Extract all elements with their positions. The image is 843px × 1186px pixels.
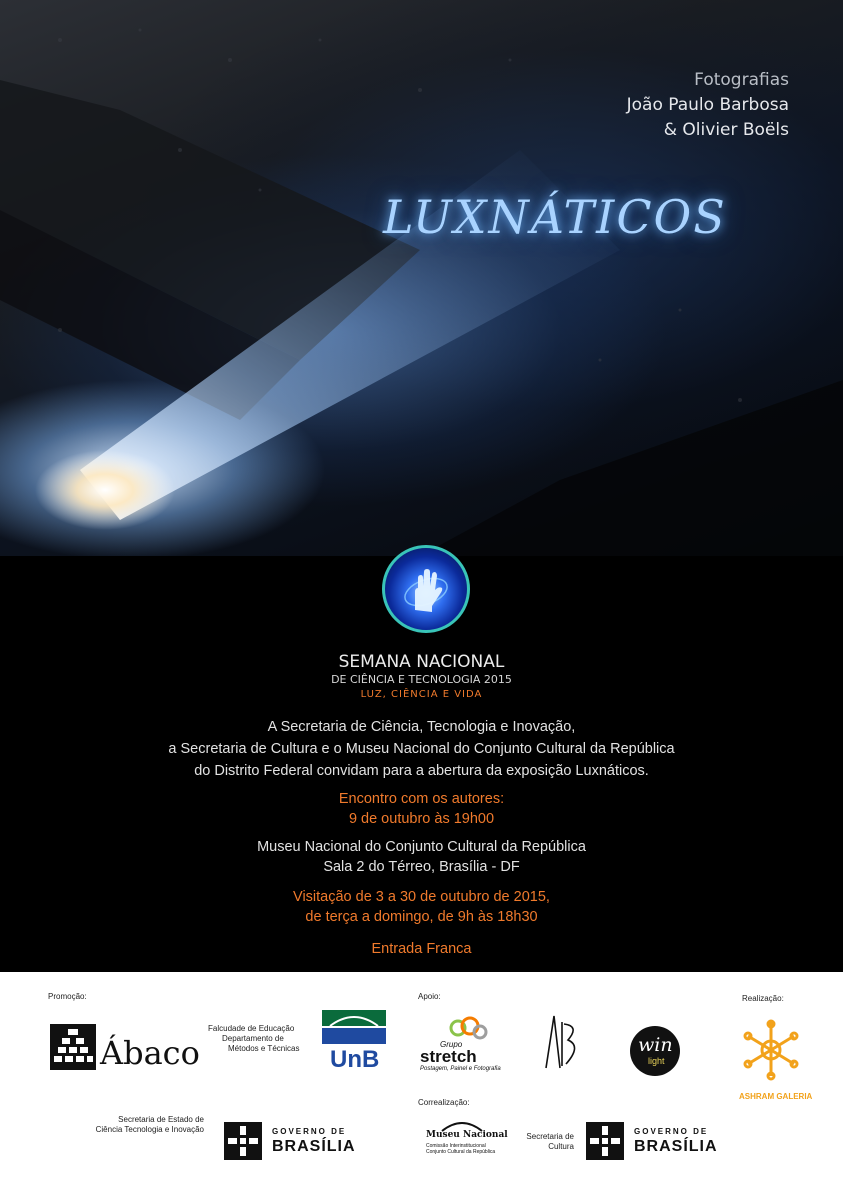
sec-cultura-line: Secretaria de [526,1132,574,1141]
win-light-text: light [648,1056,665,1066]
sponsor-strip [0,972,843,1186]
venue-line: Museu Nacional do Conjunto Cultural da República [257,839,586,855]
sec-ct-line: Ciência Tecnologia e Inovação [95,1125,204,1134]
invitation-line: do Distrito Federal convidam para a abertura da exposição Luxnáticos. [194,763,649,779]
meeting-title: Encontro com os autores: [338,791,505,807]
realizacao-label: Realização: [742,994,784,1003]
museu-sub-text: Conjunto Cultural da República [426,1149,496,1155]
hero-photo [0,0,843,556]
gdf-bottom-text: BRASÍLIA [272,1138,356,1155]
sec-ct-line: Secretaria de Estado de [118,1115,204,1124]
stretch-tagline: Postagem, Painel e Fotografia [420,1066,501,1072]
invitation-line: A Secretaria de Ciência, Tecnologia e Inovação, [267,719,576,735]
unb-dept-line: Falcudade de Educação [208,1024,295,1033]
artist-signature-logo-icon [540,1012,584,1072]
gdf-bottom-text: BRASÍLIA [634,1138,718,1155]
author-name: & Olivier Boëls [663,120,789,140]
event-subtitle: DE CIÊNCIA E TECNOLOGIA 2015 [331,673,512,686]
visiting-line: Visitação de 3 a 30 de outubro de 2015, [293,889,550,905]
win-text: win [638,1034,673,1056]
gdf-emblem-icon [586,1122,624,1160]
photo-credit [627,68,789,143]
venue-line: Sala 2 do Térreo, Brasília - DF [323,859,520,875]
event-badge-icon [382,545,470,633]
ashram-logo-text: ASHRAM GALERIA [739,1092,813,1101]
unb-emblem-icon [322,1010,386,1044]
promocao-label: Promoção: [48,992,87,1001]
stretch-logo-text: stretch [420,1047,477,1066]
visiting-line: de terça a domingo, de 9h às 18h30 [305,909,538,925]
gdf-top-text: GOVERNO DE [634,1127,709,1136]
correalizacao-label: Correalização: [418,1098,470,1107]
museu-sub-text: Comissão Interinstitucional [426,1143,486,1149]
stretch-grupo-text: Grupo [440,1040,463,1049]
ashram-star-icon [742,1018,800,1082]
unb-dept-line: Métodos e Técnicas [228,1044,300,1053]
abaco-logo-text: Ábaco [100,1034,200,1072]
sec-cultura-line: Cultura [548,1142,574,1151]
meeting-date: 9 de outubro às 19h00 [348,811,495,827]
abaco-logo-icon [50,1024,96,1070]
gdf-emblem-icon [224,1122,262,1160]
win-light-logo [630,1026,680,1076]
event-name: SEMANA NACIONAL [338,652,505,672]
gdf-top-text: GOVERNO DE [272,1127,347,1136]
exhibition-title: LUXNÁTICOS [383,190,727,244]
credit-label: Fotografias [694,70,789,90]
apoio-label: Apoio: [418,992,441,1001]
invitation-line: a Secretaria de Cultura e o Museu Nacional do Conjunto Cultural da República [168,741,675,757]
unb-dept-line: Departamento de [222,1034,284,1043]
museu-logo-text: Museu Nacional [426,1130,508,1140]
event-theme: LUZ, CIÊNCIA E VIDA [360,689,483,700]
entry-note: Entrada Franca [371,941,472,957]
author-name: João Paulo Barbosa [626,95,789,115]
unb-logo-text: UnB [330,1046,380,1073]
